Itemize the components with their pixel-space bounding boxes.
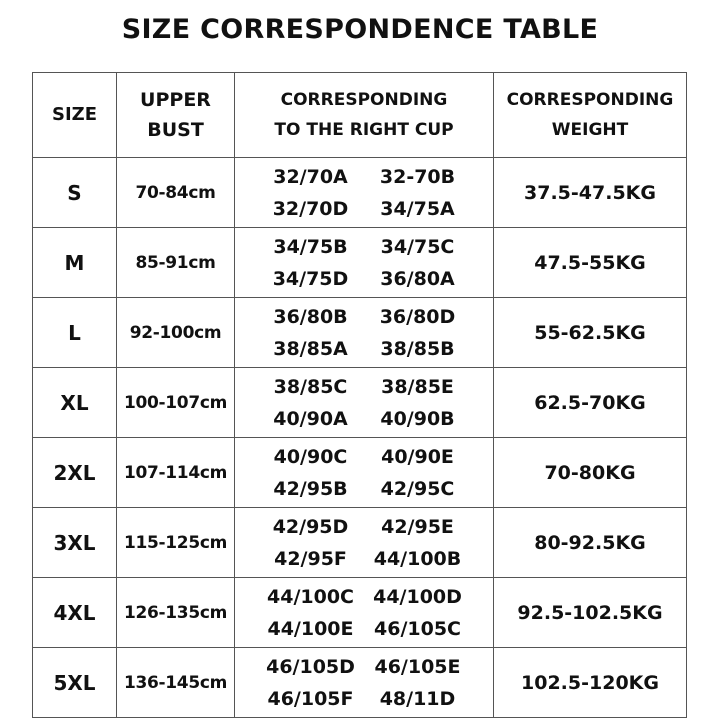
cup-size: 44/100C xyxy=(267,585,354,608)
upper-bust-cell: 92-100cm xyxy=(117,298,235,368)
cup-size: 34/75B xyxy=(273,235,348,258)
cup-size: 36/80D xyxy=(379,305,456,328)
cup-size: 44/100D xyxy=(373,585,462,608)
size-cell: XL xyxy=(33,368,117,438)
cup-sizes-cell xyxy=(235,648,494,718)
size-table xyxy=(32,72,687,718)
cup-size: 44/100B xyxy=(373,547,462,570)
upper-bust-cell: 70-84cm xyxy=(117,158,235,228)
header-corresponding-weight: CORRESPONDING WEIGHT xyxy=(494,73,687,158)
cup-size: 40/90C xyxy=(273,445,348,468)
table-row xyxy=(33,578,687,648)
cup-size: 40/90A xyxy=(273,407,348,430)
header-corresponding-cup: CORRESPONDING TO THE RIGHT CUP xyxy=(235,73,494,158)
cup-size: 32/70A xyxy=(273,165,348,188)
weight-cell: 102.5-120KG xyxy=(494,648,687,718)
upper-bust-cell: 107-114cm xyxy=(117,438,235,508)
cup-size: 34/75A xyxy=(380,197,455,220)
cup-size: 40/90E xyxy=(381,445,454,468)
table-row xyxy=(33,228,687,298)
cup-sizes-grid xyxy=(235,444,493,502)
cup-size: 32/70D xyxy=(272,197,349,220)
cup-sizes-cell xyxy=(235,578,494,648)
table-row xyxy=(33,438,687,508)
size-cell: L xyxy=(33,298,117,368)
cup-sizes-grid xyxy=(235,584,493,642)
weight-cell: 47.5-55KG xyxy=(494,228,687,298)
upper-bust-cell: 115-125cm xyxy=(117,508,235,578)
cup-sizes-cell xyxy=(235,438,494,508)
size-cell: S xyxy=(33,158,117,228)
cup-size: 38/85A xyxy=(273,337,348,360)
weight-cell: 92.5-102.5KG xyxy=(494,578,687,648)
cup-size: 42/95C xyxy=(380,477,455,500)
cup-size: 42/95B xyxy=(273,477,348,500)
size-cell: 5XL xyxy=(33,648,117,718)
cup-sizes-grid xyxy=(235,304,493,362)
upper-bust-cell: 136-145cm xyxy=(117,648,235,718)
cup-size: 46/105C xyxy=(374,617,461,640)
size-cell: 4XL xyxy=(33,578,117,648)
table-row xyxy=(33,648,687,718)
cup-size: 38/85C xyxy=(273,375,348,398)
table-row xyxy=(33,158,687,228)
weight-cell: 80-92.5KG xyxy=(494,508,687,578)
table-header-row xyxy=(33,73,687,158)
cup-sizes-cell xyxy=(235,228,494,298)
cup-size: 36/80A xyxy=(380,267,455,290)
page-title: SIZE CORRESPONDENCE TABLE xyxy=(121,14,599,45)
weight-cell: 70-80KG xyxy=(494,438,687,508)
cup-size: 38/85E xyxy=(381,375,454,398)
upper-bust-cell: 85-91cm xyxy=(117,228,235,298)
cup-sizes-grid xyxy=(235,374,493,432)
cup-sizes-cell xyxy=(235,298,494,368)
cup-sizes-grid xyxy=(235,654,493,712)
cup-sizes-cell xyxy=(235,158,494,228)
header-size: SIZE xyxy=(33,73,117,158)
cup-size: 36/80B xyxy=(273,305,348,328)
weight-cell: 37.5-47.5KG xyxy=(494,158,687,228)
table-row xyxy=(33,508,687,578)
table-body xyxy=(33,158,687,718)
cup-size: 44/100E xyxy=(267,617,354,640)
cup-size: 32-70B xyxy=(379,165,456,188)
cup-size: 40/90B xyxy=(380,407,455,430)
cup-size: 34/75C xyxy=(380,235,455,258)
table-row xyxy=(33,298,687,368)
cup-sizes-grid xyxy=(235,514,493,572)
size-cell: 2XL xyxy=(33,438,117,508)
cup-size: 46/105F xyxy=(267,687,354,710)
cup-size: 42/95F xyxy=(274,547,347,570)
cup-size: 46/105E xyxy=(374,655,461,678)
cup-size: 42/95E xyxy=(381,515,454,538)
size-cell: 3XL xyxy=(33,508,117,578)
header-upper-bust: UPPER BUST xyxy=(117,73,235,158)
size-cell: M xyxy=(33,228,117,298)
table-row xyxy=(33,368,687,438)
upper-bust-cell: 100-107cm xyxy=(117,368,235,438)
cup-sizes-cell xyxy=(235,508,494,578)
cup-sizes-cell xyxy=(235,368,494,438)
cup-sizes-grid xyxy=(235,234,493,292)
cup-size: 34/75D xyxy=(272,267,349,290)
cup-sizes-grid xyxy=(235,164,493,222)
cup-size: 48/11D xyxy=(379,687,456,710)
weight-cell: 62.5-70KG xyxy=(494,368,687,438)
cup-size: 46/105D xyxy=(266,655,355,678)
cup-size: 38/85B xyxy=(380,337,455,360)
cup-size: 42/95D xyxy=(272,515,349,538)
upper-bust-cell: 126-135cm xyxy=(117,578,235,648)
weight-cell: 55-62.5KG xyxy=(494,298,687,368)
